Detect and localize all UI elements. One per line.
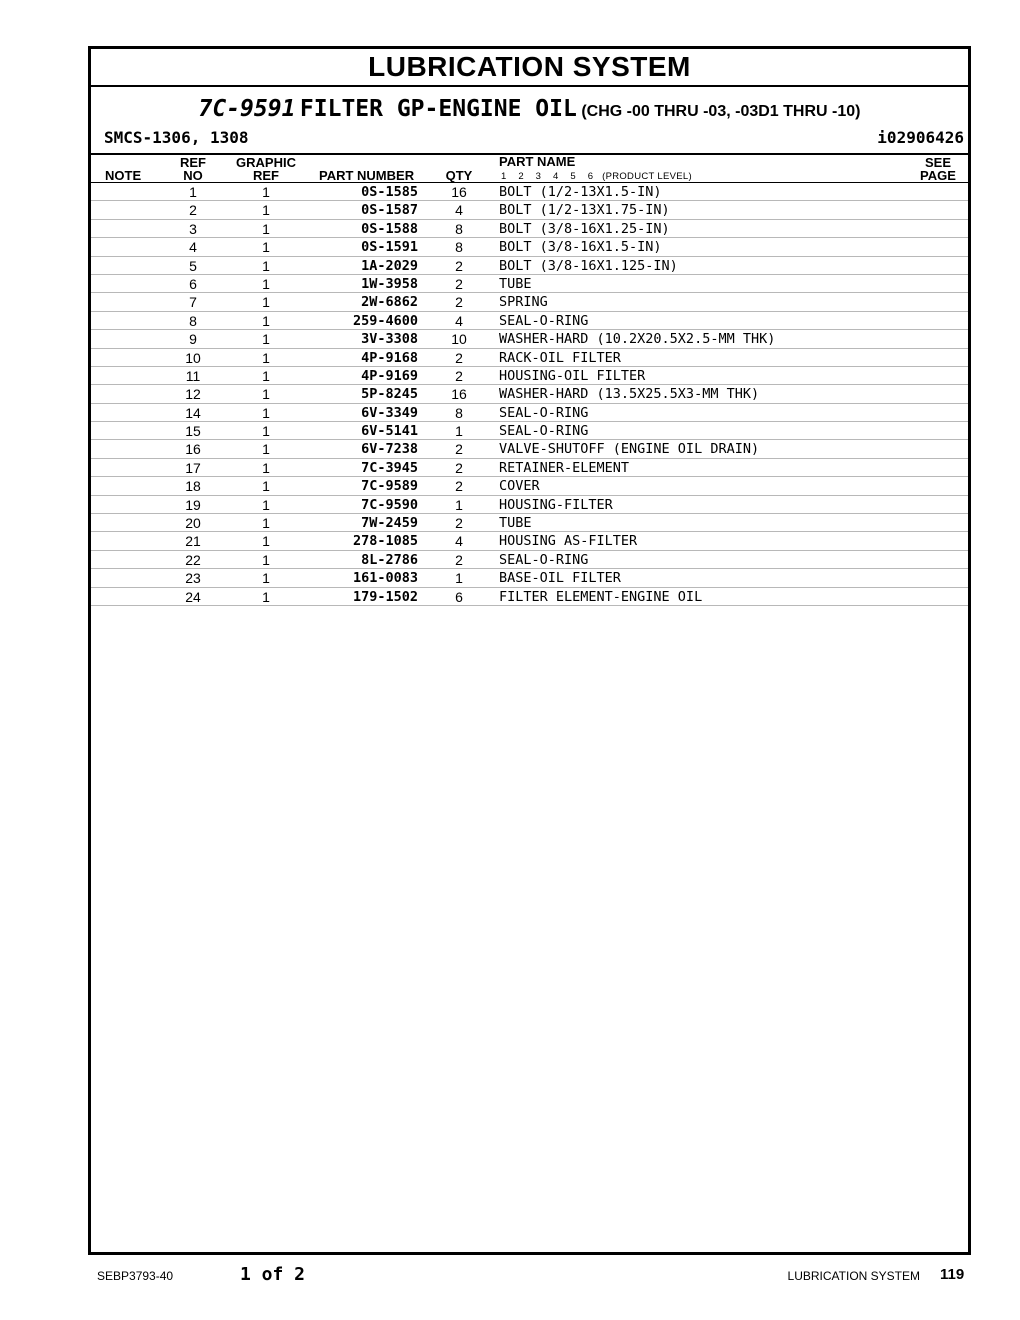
table-row bbox=[91, 238, 968, 256]
table-row bbox=[91, 569, 968, 587]
header-part-number: PART NUMBER bbox=[319, 168, 415, 183]
part-number-cell: 2W-6862 bbox=[361, 294, 418, 311]
part-name-cell: TUBE bbox=[499, 515, 532, 532]
header-graphic-top: GRAPHIC bbox=[236, 155, 296, 170]
qty-cell: 8 bbox=[455, 404, 463, 421]
part-number-cell: 5P-8245 bbox=[361, 386, 418, 403]
qty-cell: 4 bbox=[455, 533, 463, 550]
part-number-cell: 1A-2029 bbox=[361, 257, 418, 274]
qty-cell: 1 bbox=[455, 570, 463, 587]
part-number-cell: 6V-5141 bbox=[361, 423, 418, 440]
graphic-ref-cell: 1 bbox=[262, 202, 270, 219]
part-number-cell: 7C-9590 bbox=[361, 496, 418, 513]
part-name-cell: RACK-OIL FILTER bbox=[499, 349, 621, 366]
part-name-cell: BASE-OIL FILTER bbox=[499, 570, 621, 587]
ref-no-cell: 3 bbox=[189, 220, 197, 237]
table-row bbox=[91, 367, 968, 385]
part-name-cell: HOUSING AS-FILTER bbox=[499, 533, 638, 550]
table-row bbox=[91, 220, 968, 238]
part-number-cell: 4P-9169 bbox=[361, 367, 418, 384]
part-name-cell: SEAL-O-RING bbox=[499, 404, 589, 421]
qty-cell: 2 bbox=[455, 478, 463, 495]
table-row bbox=[91, 183, 968, 201]
graphic-ref-cell: 1 bbox=[262, 551, 270, 568]
graphic-ref-cell: 1 bbox=[262, 184, 270, 200]
part-name-cell: WASHER-HARD (10.2X20.5X2.5-MM THK) bbox=[499, 331, 776, 348]
qty-cell: 2 bbox=[455, 459, 463, 476]
part-name-cell: SPRING bbox=[499, 294, 548, 311]
qty-cell: 1 bbox=[455, 496, 463, 513]
ref-no-cell: 22 bbox=[185, 551, 201, 568]
part-number-cell: 179-1502 bbox=[352, 588, 418, 605]
header-graphic-bottom: REF bbox=[253, 168, 279, 183]
graphic-ref-cell: 1 bbox=[262, 220, 270, 237]
graphic-ref-cell: 1 bbox=[262, 367, 270, 384]
ref-no-cell: 4 bbox=[189, 239, 197, 256]
qty-cell: 8 bbox=[455, 239, 463, 256]
illustration-id: i02906426 bbox=[877, 128, 964, 147]
part-number-cell: 6V-3349 bbox=[361, 404, 418, 421]
table-row bbox=[91, 385, 968, 403]
table-row bbox=[91, 330, 968, 348]
part-name-cell: BOLT (3/8-16X1.25-IN) bbox=[499, 220, 670, 237]
qty-cell: 2 bbox=[455, 294, 463, 311]
part-number-cell: 7C-3945 bbox=[361, 459, 418, 476]
ref-no-cell: 21 bbox=[185, 533, 201, 550]
ref-no-cell: 24 bbox=[185, 588, 201, 605]
ref-no-cell: 6 bbox=[189, 275, 197, 292]
qty-cell: 2 bbox=[455, 441, 463, 458]
table-row bbox=[91, 293, 968, 311]
part-number-cell: 6V-7238 bbox=[361, 441, 418, 458]
part-name-cell: WASHER-HARD (13.5X25.5X3-MM THK) bbox=[499, 386, 760, 403]
part-number-cell: 161-0083 bbox=[352, 570, 418, 587]
ref-no-cell: 7 bbox=[189, 294, 197, 311]
qty-cell: 16 bbox=[451, 386, 467, 403]
graphic-ref-cell: 1 bbox=[262, 570, 270, 587]
table-row bbox=[91, 588, 968, 606]
ref-no-cell: 23 bbox=[185, 570, 201, 587]
qty-cell: 2 bbox=[455, 515, 463, 532]
graphic-ref-cell: 1 bbox=[262, 349, 270, 366]
ref-no-cell: 1 bbox=[189, 184, 197, 200]
qty-cell: 2 bbox=[455, 275, 463, 292]
graphic-ref-cell: 1 bbox=[262, 404, 270, 421]
footer-doc-id: SEBP3793-40 bbox=[97, 1269, 174, 1283]
graphic-ref-cell: 1 bbox=[262, 441, 270, 458]
table-row bbox=[91, 514, 968, 532]
ref-no-cell: 9 bbox=[189, 331, 197, 348]
group-name: FILTER GP-ENGINE OIL bbox=[299, 96, 577, 122]
part-name-cell: COVER bbox=[499, 478, 540, 495]
graphic-ref-cell: 1 bbox=[262, 478, 270, 495]
footer-page-number: 119 bbox=[940, 1266, 965, 1283]
table-row bbox=[91, 477, 968, 495]
qty-cell: 8 bbox=[455, 220, 463, 237]
header-note: NOTE bbox=[105, 168, 142, 183]
graphic-ref-cell: 1 bbox=[262, 588, 270, 605]
ref-no-cell: 19 bbox=[185, 496, 201, 513]
qty-cell: 4 bbox=[455, 312, 463, 329]
section-title: LUBRICATION SYSTEM bbox=[91, 49, 968, 87]
graphic-ref-cell: 1 bbox=[262, 459, 270, 476]
ref-no-cell: 12 bbox=[185, 386, 201, 403]
part-name-cell: HOUSING-FILTER bbox=[499, 496, 613, 513]
ref-no-cell: 20 bbox=[185, 515, 201, 532]
table-row bbox=[91, 201, 968, 219]
table-header bbox=[91, 155, 968, 183]
part-name-cell: FILTER ELEMENT-ENGINE OIL bbox=[499, 588, 703, 605]
part-name-cell: VALVE-SHUTOFF (ENGINE OIL DRAIN) bbox=[499, 441, 760, 458]
ref-no-cell: 15 bbox=[185, 423, 201, 440]
graphic-ref-cell: 1 bbox=[262, 386, 270, 403]
part-number-cell: 7C-9589 bbox=[361, 478, 418, 495]
graphic-ref-cell: 1 bbox=[262, 533, 270, 550]
ref-no-cell: 8 bbox=[189, 312, 197, 329]
part-number-cell: 278-1085 bbox=[352, 533, 418, 550]
smcs-code: SMCS-1306, 1308 bbox=[104, 128, 249, 147]
qty-cell: 16 bbox=[451, 184, 467, 200]
header-product-levels: 1 2 3 4 5 6 (PRODUCT LEVEL) bbox=[501, 171, 692, 182]
header-ref-top: REF bbox=[180, 155, 206, 170]
table-row bbox=[91, 312, 968, 330]
part-number-cell: 8L-2786 bbox=[361, 551, 418, 568]
ref-no-cell: 2 bbox=[189, 202, 197, 219]
qty-cell: 2 bbox=[455, 257, 463, 274]
qty-cell: 2 bbox=[455, 367, 463, 384]
qty-cell: 2 bbox=[455, 349, 463, 366]
part-name-cell: SEAL-O-RING bbox=[499, 551, 589, 568]
header-see-bottom: PAGE bbox=[920, 168, 956, 183]
header-ref-bottom: NO bbox=[183, 168, 203, 183]
table-row bbox=[91, 496, 968, 514]
footer-section: LUBRICATION SYSTEM bbox=[787, 1269, 920, 1283]
smcs-row bbox=[91, 127, 968, 155]
part-name-cell: RETAINER-ELEMENT bbox=[499, 459, 630, 476]
table-row bbox=[91, 404, 968, 422]
graphic-ref-cell: 1 bbox=[262, 275, 270, 292]
table-row bbox=[91, 459, 968, 477]
serial-range: (CHG -00 THRU -03, -03D1 THRU -10) bbox=[581, 103, 861, 120]
ref-no-cell: 11 bbox=[185, 367, 201, 384]
table-row bbox=[91, 257, 968, 275]
ref-no-cell: 5 bbox=[189, 257, 197, 274]
part-number-cell: 3V-3308 bbox=[361, 331, 418, 348]
table-row bbox=[91, 349, 968, 367]
header-part-name: PART NAME bbox=[499, 154, 576, 169]
graphic-ref-cell: 1 bbox=[262, 496, 270, 513]
graphic-ref-cell: 1 bbox=[262, 331, 270, 348]
parts-table-body bbox=[91, 183, 968, 606]
ref-no-cell: 14 bbox=[185, 404, 201, 421]
qty-cell: 2 bbox=[455, 551, 463, 568]
part-number-cell: 1W-3958 bbox=[361, 275, 418, 292]
graphic-ref-cell: 1 bbox=[262, 294, 270, 311]
qty-cell: 4 bbox=[455, 202, 463, 219]
part-name-cell: BOLT (1/2-13X1.75-IN) bbox=[499, 202, 670, 219]
table-row bbox=[91, 532, 968, 550]
part-number-cell: 0S-1591 bbox=[361, 239, 418, 256]
part-name-cell: SEAL-O-RING bbox=[499, 423, 589, 440]
part-name-cell: HOUSING-OIL FILTER bbox=[499, 367, 646, 384]
graphic-ref-cell: 1 bbox=[262, 239, 270, 256]
part-name-cell: SEAL-O-RING bbox=[499, 312, 589, 329]
part-name-cell: BOLT (3/8-16X1.125-IN) bbox=[499, 257, 678, 274]
table-row bbox=[91, 551, 968, 569]
footer-page-of: 1 of 2 bbox=[240, 1264, 306, 1285]
part-number-cell: 7W-2459 bbox=[361, 515, 418, 532]
qty-cell: 10 bbox=[451, 331, 467, 348]
part-number-cell: 4P-9168 bbox=[361, 349, 418, 366]
part-number-cell: 0S-1587 bbox=[361, 202, 418, 219]
ref-no-cell: 18 bbox=[185, 478, 201, 495]
part-number-cell: 0S-1585 bbox=[361, 184, 418, 200]
group-heading bbox=[91, 87, 968, 127]
part-name-cell: TUBE bbox=[499, 275, 532, 292]
qty-cell: 6 bbox=[455, 588, 463, 605]
graphic-ref-cell: 1 bbox=[262, 515, 270, 532]
table-row bbox=[91, 422, 968, 440]
part-number-cell: 259-4600 bbox=[352, 312, 418, 329]
ref-no-cell: 16 bbox=[185, 441, 201, 458]
table-row bbox=[91, 440, 968, 458]
parts-page-frame bbox=[88, 46, 971, 1255]
graphic-ref-cell: 1 bbox=[262, 423, 270, 440]
group-number: 7C-9591 bbox=[198, 96, 296, 122]
ref-no-cell: 10 bbox=[185, 349, 201, 366]
part-number-cell: 0S-1588 bbox=[361, 220, 418, 237]
graphic-ref-cell: 1 bbox=[262, 312, 270, 329]
header-qty: QTY bbox=[445, 168, 473, 183]
graphic-ref-cell: 1 bbox=[262, 257, 270, 274]
header-see-top: SEE bbox=[924, 155, 951, 170]
ref-no-cell: 17 bbox=[185, 459, 201, 476]
part-name-cell: BOLT (1/2-13X1.5-IN) bbox=[499, 184, 662, 200]
part-name-cell: BOLT (3/8-16X1.5-IN) bbox=[499, 239, 662, 256]
qty-cell: 1 bbox=[455, 423, 463, 440]
table-row bbox=[91, 275, 968, 293]
